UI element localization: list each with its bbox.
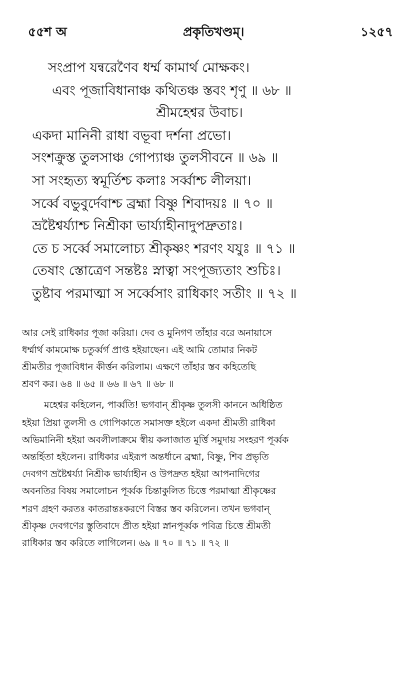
verse-references: শ্রবণ কর। ৬৪ ॥ ৬৫ ॥ ৬৬ ॥ ৬৭ ॥ ৬৮ ॥ xyxy=(22,379,174,391)
page-number: ১২৫৭ xyxy=(360,24,393,39)
verse-line: তেষাং স্তোত্রেণ সন্তষ্টঃ স্নাত্বা সংপূজ্যতাং শুচিঃ। xyxy=(32,264,281,280)
verse-line: সা সংহৃত্য স্বমূর্তিশ্চ কলাঃ সর্ব্বাশ্চ লীলয়া। xyxy=(32,173,252,189)
running-header xyxy=(28,24,393,44)
verse-line: তে চ সর্ব্বে সমালোচ্য শ্রীকৃষ্ণং শরণং যযুঃ ॥ ৭১ ॥ xyxy=(32,241,296,257)
text-line: অন্তর্হিতা হইলেন। রাধিকার এইরূপ অন্তর্ধানে ব্রহ্মা, বিষ্ণু, শিব প্রভৃতি xyxy=(22,451,269,463)
text-line: ধর্ম্মার্থ কামমোক্ষ চতুর্ব্বর্গ প্রাপ্ত হইয়াছেন। এই আমি তোমার নিকট xyxy=(22,344,257,356)
text-line: দেবগণ ভ্রষ্টৈশ্বর্য্যা নিশ্রীক ভার্য্যাহীন ও উপদ্রুত হইয়া আপনাদিগের xyxy=(22,469,260,481)
verse-line: সংপ্রাপ যন্বরেণৈব ধর্ম্ম কামার্থ মোক্ষকং। xyxy=(48,61,250,76)
verse-line: সংশক্রুস্ত তুলসাঞ্চ গোপ্যাঞ্চ তুলসীবনে ॥ ৬৯ ॥ xyxy=(32,151,279,167)
text-line: শ্রীকৃষ্ণ দেবগণের স্তুতিবাদে প্রীত হইয়া স্নানপূর্ব্বক পবিত্র চিত্তে শ্রীমতী xyxy=(22,520,271,532)
paragraph xyxy=(22,325,397,394)
verse-line: একদা মানিনী রাধা বভূবা দর্শনা প্রভো। xyxy=(32,128,231,144)
verse-line: ভ্রষ্টৈশ্বর্য্যাশ্চ নিশ্রীকা ভার্য্যাহীনাদুপদ্রুতাঃ। xyxy=(32,219,243,235)
verse-references: রাধিকার স্তব করিতে লাগিলেন। ৬৯ ॥ ৭০ ॥ ৭১ ॥ ৭২ ॥ xyxy=(22,537,229,549)
verse-line: তুষ্টাব পরমাত্মা স সর্ব্বেসাং রাধিকাং সতীং ॥ ৭২ ॥ xyxy=(32,286,297,302)
chapter-label: ৫৫শ অ xyxy=(28,24,67,39)
text-line: অভিমানিনী হইয়া অবলীলাক্রমে স্বীয় কলাজাত মূর্ত্তি সমুদায় সংহরণ পূর্ব্বক xyxy=(22,434,289,446)
verse-line: এবং পূজাবিধানাঞ্চ কথিতঞ্চ স্তবং শৃণু ॥ ৬৮ ॥ xyxy=(52,83,292,99)
sanskrit-verses xyxy=(22,58,397,307)
verse-line: সর্ব্বে বভুবুর্দেবাশ্চ ব্রহ্মা বিষ্ণু শিবাদয়ঃ ॥ ৭০ ॥ xyxy=(32,196,273,212)
text-line: হইয়া প্রিয়া তুলসী ও গোপিকাতে সমাসক্ত হইলে একদা শ্রীমতী রাধিকা xyxy=(22,417,276,429)
section-title: প্রকৃতিখণ্ডম্। xyxy=(183,24,245,39)
text-line: আর সেই রাধিকার পূজা করিয়া। দেব ও মুনিগণ তাঁহার বরে অনায়াসে xyxy=(22,327,272,339)
text-line: অবনতির বিষয় সমালোচন পূর্ব্বক চিন্তাকুলিত চিত্তে পরমাত্মা শ্রীকৃষ্ণের xyxy=(22,486,276,498)
text-line: শরণ গ্রহণ করতঃ কাতরান্তঃকরণে বিস্তর স্তব করিলেন। তখন ভগবান্ xyxy=(22,503,270,515)
bengali-translation xyxy=(22,325,397,553)
paragraph xyxy=(22,397,397,552)
text-line: শ্রীমতীর পূজাবিধান কীর্ত্তন করিলাম। এক্ষণে তাঁহার স্তব কহিতেছি xyxy=(22,361,256,373)
text-line: মহেশ্বর কহিলেন, পার্ব্বতি! ভগবান্ শ্রীকৃষ্ণ তুলসী কাননে অধিষ্ঠিত xyxy=(44,400,283,412)
speaker-heading: শ্রীমহেশ্বর উবাচ। xyxy=(156,106,243,122)
